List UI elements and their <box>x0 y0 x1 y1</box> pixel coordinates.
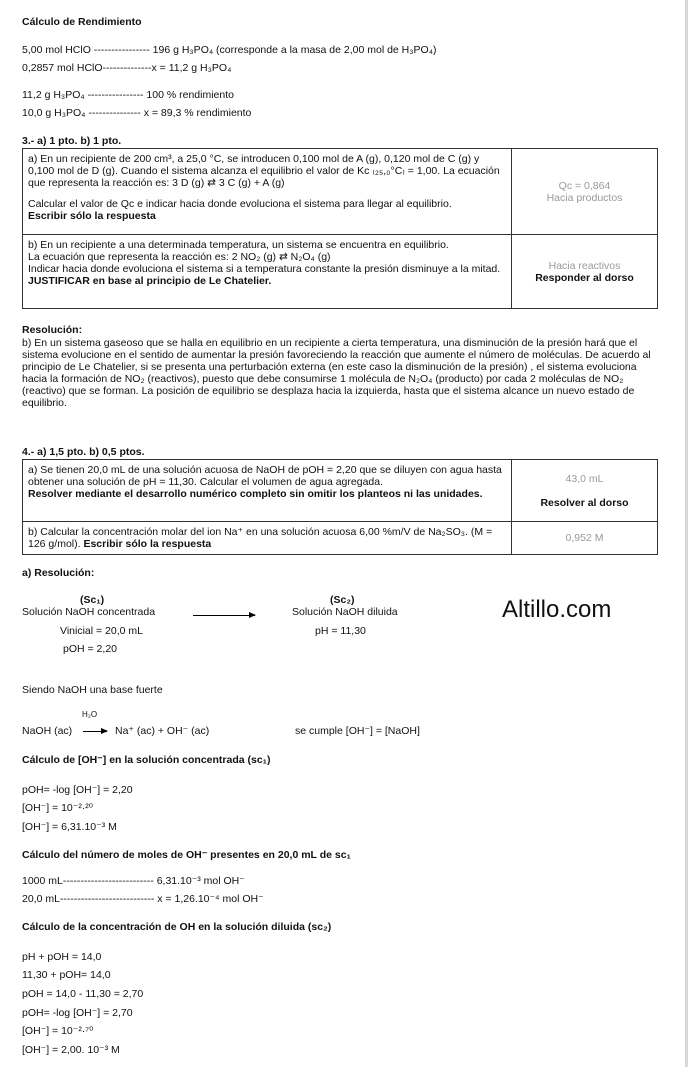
base-text: Siendo NaOH una base fuerte <box>22 684 163 696</box>
calc-line-4: 10,0 g H₃PO₄ --------------- x = 89,3 % rendimiento <box>22 107 252 119</box>
sc2-label: (Sc₂) <box>330 594 355 606</box>
calc-line-2: 0,2857 mol HClO--------------x = 11,2 g H₃PO₄ <box>22 62 232 74</box>
q3-table <box>22 148 658 309</box>
q3-a-answer <box>512 149 658 235</box>
dissociation-note: se cumple [OH⁻] = [NaOH] <box>295 725 420 737</box>
q4-a-answer-vol: 43,0 mL <box>565 472 604 485</box>
calc-line-1: 5,00 mol HClO ---------------- 196 g H₃PO₄ (corresponde a la masa de 2,00 mol de H₃PO₄) <box>22 44 437 56</box>
sc1-volume: Vinicial = 20,0 mL <box>60 625 143 637</box>
q4-a-answer <box>512 460 658 522</box>
q3-b-answer <box>512 235 658 309</box>
q4-a-statement: a) Se tienen 20,0 mL de una solución acuosa de NaOH de pOH = 2,20 que se diluyen con agua hasta obtener una solución de pH = 11,30. Calcular el volumen de agua agregada. <box>28 464 502 488</box>
dissociation-right: Na⁺ (ac) + OH⁻ (ac) <box>115 725 210 737</box>
q4-table <box>22 459 658 555</box>
sc1-label: (Sc₁) <box>80 594 105 606</box>
sc1-poh: pOH = 2,20 <box>63 643 117 655</box>
dil-line-6: [OH⁻] = 2,00. 10⁻³ M <box>22 1044 120 1056</box>
page-edge <box>685 0 688 1067</box>
sc1-name: Solución NaOH concentrada <box>22 606 156 618</box>
q4-header: 4.- a) 1,5 pto. b) 0,5 ptos. <box>22 446 145 458</box>
resolucion-title: Resolución: <box>22 324 83 336</box>
q3-b-line1: b) En un recipiente a una determinada temperatura, un sistema se encuentra en equilibrio. <box>28 239 449 251</box>
q3-b-line2: La ecuación que representa la reacción es: 2 NO₂ (g) ⇄ N₂O₄ (g) <box>28 251 331 263</box>
dil-line-4: pOH= -log [OH⁻] = 2,70 <box>22 1007 133 1019</box>
heading-dilution: Cálculo de la concentración de OH en la solución diluida (sc₂) <box>22 921 332 933</box>
q4-b-cell <box>23 522 512 555</box>
heading-rendimiento: Cálculo de Rendimiento <box>22 16 142 28</box>
q3-header: 3.- a) 1 pto. b) 1 pto. <box>22 135 122 147</box>
q3-a-answer-dir: Hacia productos <box>546 191 623 204</box>
mol-line-1: 1000 mL-------------------------- 6,31.10⁻³ mol OH⁻ <box>22 875 245 887</box>
heading-moles: Cálculo del número de moles de OH⁻ presentes en 20,0 mL de sc₁ <box>22 849 351 861</box>
q3-a-statement: a) En un recipiente de 200 cm³, a 25,0 °C, se introducen 0,100 mol de A (g), 0,120 mol de C (g) y 0,100 mol de D (g). Cuando el sistema alcanza el equilibrio el valor de Kc ₍₂₅,₀°C₎ = 1,00. La ecuación que representa la reacción es: 3 D (g) ⇄ 3 C (g) + A (g) <box>28 153 500 189</box>
dissociation-left: NaOH (ac) <box>22 725 73 737</box>
dissociation-arrow <box>83 731 107 732</box>
calc-line-3: 11,2 g H₃PO₄ ---------------- 100 % rendimiento <box>22 89 234 101</box>
q3-a-bold: Escribir sólo la respuesta <box>28 210 156 222</box>
q3-b-answer-dir: Hacia reactivos <box>548 259 621 272</box>
q3-b-bold: JUSTIFICAR en base al principio de Le Chatelier. <box>28 275 272 287</box>
dil-line-5: [OH⁻] = 10⁻²·⁷⁰ <box>22 1025 94 1037</box>
h2o-label: H₂O <box>82 710 98 719</box>
q4-b-answer: 0,952 M <box>512 522 658 555</box>
sc2-name: Solución NaOH diluida <box>292 606 398 618</box>
a-resolucion-title: a) Resolución: <box>22 567 95 579</box>
heading-oh-conc: Cálculo de [OH⁻] en la solución concentrada (sc₁) <box>22 754 271 766</box>
dil-line-3: pOH = 14,0 - 11,30 = 2,70 <box>22 988 144 1000</box>
q4-a-answer-note: Resolver al dorso <box>540 496 629 509</box>
q4-b-statement: b) Calcular la concentración molar del ion Na⁺ en una solución acuosa 6,00 %m/V de Na₂SO₃. (M = 126 g/mol). <box>28 526 493 550</box>
resolucion-text: b) En un sistema gaseoso que se halla en equilibrio en un recipiente a cierta temperatura, una disminución de la presión hará que el sistema evolucione en el sentido de aumentar la presión favoreciendo la reacción que aumente el número de moléculas. De acuerdo al principio de Le Chatelier, si se presenta una perturbación externa (en este caso la disminución de la presión) , el sistema evoluciona hacia la formación de NO₂ (reactivos), puesto que debe consumirse 1 molécula de N₂O₄ (producto) por cada 2 moléculas de NO₂ (reactivo) que se forman. La posición de equilibrio se desplaza hacia la izquierda, hasta que el sistema alcance un nuevo estado de equilibrio. <box>22 337 651 409</box>
q3-a-answer-qc: Qc = 0,864 <box>558 179 611 192</box>
dilution-arrow <box>193 615 255 616</box>
oh-line-2: [OH⁻] = 10⁻²·²⁰ <box>22 802 94 814</box>
oh-line-3: [OH⁻] = 6,31.10⁻³ M <box>22 821 117 833</box>
dil-line-2: 11,30 + pOH= 14,0 <box>22 969 111 981</box>
q3-b-cell <box>23 235 512 309</box>
dil-line-1: pH + pOH = 14,0 <box>22 951 102 963</box>
q4-b-bold: Escribir sólo la respuesta <box>83 538 212 550</box>
mol-line-2: 20,0 mL--------------------------- x = 1,26.10⁻⁴ mol OH⁻ <box>22 893 264 905</box>
sc2-ph: pH = 11,30 <box>315 625 366 637</box>
oh-line-1: pOH= -log [OH⁻] = 2,20 <box>22 784 133 796</box>
altillo-logo: Altillo.com <box>502 596 612 623</box>
q4-a-bold: Resolver mediante el desarrollo numérico completo sin omitir los planteos ni las unidades. <box>28 488 483 500</box>
q3-a-instruction: Calcular el valor de Qc e indicar hacia donde evoluciona el sistema para llegar al equilibrio. <box>28 198 452 210</box>
q4-a-cell <box>23 460 512 522</box>
q3-a-cell <box>23 149 512 235</box>
q3-b-answer-note: Responder al dorso <box>535 271 634 284</box>
q3-b-line3: Indicar hacia donde evoluciona el sistema si a temperatura constante la presión disminuye a la mitad. <box>28 263 501 275</box>
